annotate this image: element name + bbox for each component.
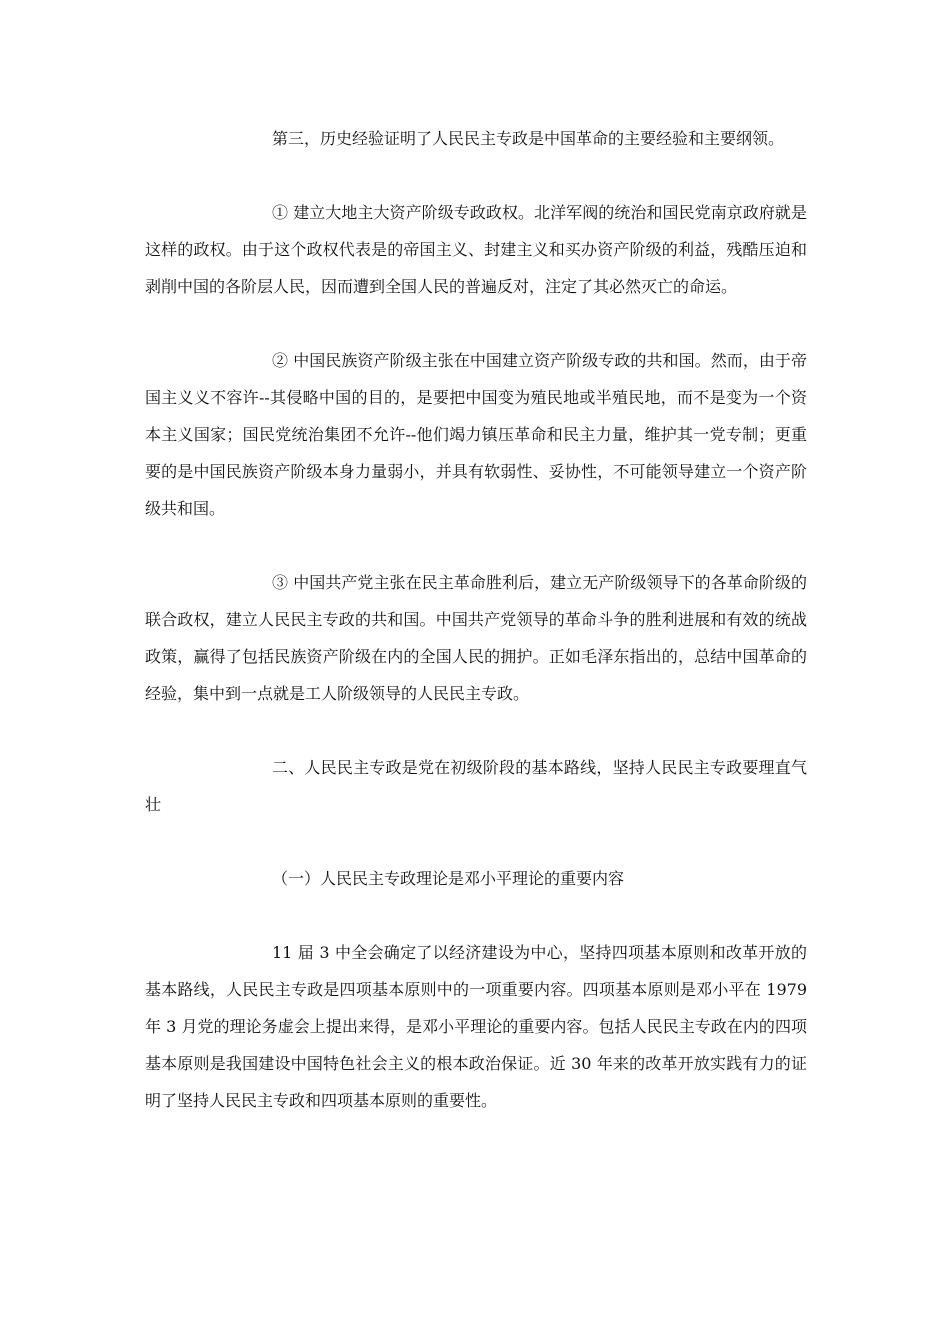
paragraph-third-point: 第三，历史经验证明了人民民主专政是中国革命的主要经验和主要纲领。: [272, 129, 785, 148]
paragraph-point-1: ① 建立大地主大资产阶级专政政权。北洋军阀的统治和国民党南京政府就是这样的政权。由于这个政权代表是的帝国主义、封建主义和买办资产阶级的利益，残酷压迫和剥削中国的各阶层人民，因而遭到全国人民的普遍反对，注定了其必然灭亡的命运。: [145, 203, 807, 296]
document-body: [145, 120, 807, 1156]
subsection-heading: （一）人民民主专政理论是邓小平理论的重要内容: [272, 869, 625, 888]
paragraph-point-3: ③ 中国共产党主张在民主革命胜利后，建立无产阶级领导下的各革命阶级的联合政权，建立人民民主专政的共和国。中国共产党领导的革命斗争的胜利进展和有效的统战政策，赢得了包括民族资产阶级在内的全国人民的拥护。正如毛泽东指出的，总结中国革命的经验，集中到一点就是工人阶级领导的人民民主专政。: [145, 573, 807, 703]
paragraph-basic-line: 11 届 3 中全会确定了以经济建设为中心，坚持四项基本原则和改革开放的基本路线，人民民主专政是四项基本原则中的一项重要内容。四项基本原则是邓小平在 1979 年 3 月党的理论务虚会上提出来得，是邓小平理论的重要内容。包括人民民主专政在内的四项基本原则是我国建设中国特色社会主义的根本政治保证。近 30 年来的改革开放实践有力的证明了坚持人民民主专政和四项基本原则的重要性。: [145, 943, 807, 1110]
paragraph-point-2: ② 中国民族资产阶级主张在中国建立资产阶级专政的共和国。然而，由于帝国主义义不容许--其侵略中国的目的，是要把中国变为殖民地或半殖民地，而不是变为一个资本主义国家；国民党统治集团不允许--他们竭力镇压革命和民主力量，维护其一党专制；更重要的是中国民族资产阶级本身力量弱小，并具有软弱性、妥协性，不可能领导建立一个资产阶级共和国。: [145, 351, 807, 518]
section-heading: 二、人民民主专政是党在初级阶段的基本路线，坚持人民民主专政要理直气壮: [145, 758, 807, 814]
